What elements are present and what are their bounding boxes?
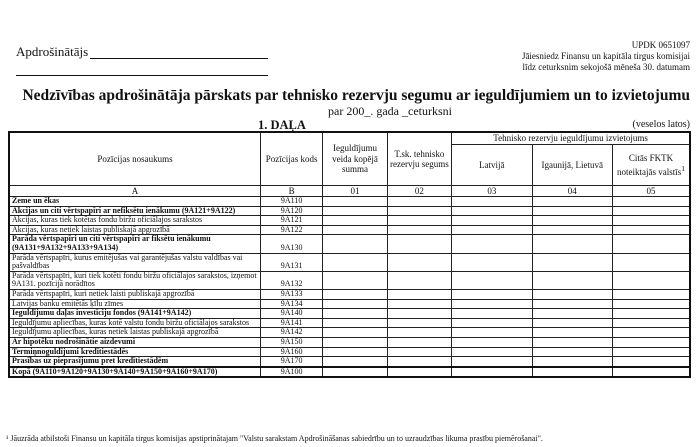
value-cell[interactable] — [387, 367, 451, 378]
page-subtitle: par 200_. gada _ceturksni — [328, 104, 452, 118]
form-code: UPDK 0651097 — [631, 40, 690, 50]
value-cell[interactable] — [387, 216, 451, 226]
value-cell[interactable] — [613, 357, 690, 367]
table-row — [9, 337, 690, 347]
row-code: 9A142 — [260, 328, 322, 338]
insurer-name-field-line2[interactable] — [16, 75, 268, 76]
row-code: 9A122 — [260, 225, 322, 235]
value-cell[interactable] — [387, 235, 451, 253]
row-name: Ar hipotēku nodrošinātie aizdevumi — [9, 337, 260, 347]
row-code: 9A100 — [260, 367, 322, 378]
value-cell[interactable] — [532, 206, 612, 216]
value-cell[interactable] — [452, 271, 532, 289]
table-row — [9, 235, 690, 253]
value-cell[interactable] — [452, 225, 532, 235]
table-row — [9, 271, 690, 289]
table-row — [9, 197, 690, 207]
value-cell[interactable] — [387, 225, 451, 235]
row-name: Akcijas un citi vērtspapīri ar nefiksētu ienākumu (9A121+9A122) — [9, 206, 260, 216]
row-code: 9A170 — [260, 357, 322, 367]
value-cell[interactable] — [532, 357, 612, 367]
column-letter: B — [260, 186, 322, 197]
table-row — [9, 357, 690, 367]
row-name: Prasības uz pieprasījumu pret kredītiestādēm — [9, 357, 260, 367]
col-header-placement: Tehnisko rezervju ieguldījumu izvietojums — [452, 132, 690, 145]
col-header-name: Pozīcijas nosaukums — [9, 132, 260, 186]
column-letter: A — [9, 186, 260, 197]
value-cell[interactable] — [613, 271, 690, 289]
value-cell[interactable] — [323, 271, 387, 289]
value-cell[interactable] — [613, 235, 690, 253]
value-cell[interactable] — [452, 235, 532, 253]
value-cell[interactable] — [323, 299, 387, 309]
table-row — [9, 253, 690, 271]
value-cell[interactable] — [323, 206, 387, 216]
row-code: 9A133 — [260, 289, 322, 299]
deadline: līdz ceturksnim sekojošā mēneša 30. datumam — [522, 62, 690, 72]
row-code: 9A160 — [260, 347, 322, 357]
value-cell[interactable] — [532, 318, 612, 328]
row-name: Parāda vērtspapīri, kuri netiek laisti publiskajā apgrozībā — [9, 289, 260, 299]
value-cell[interactable] — [613, 328, 690, 338]
units-note: (veselos latos) — [632, 119, 690, 130]
value-cell[interactable] — [452, 367, 532, 378]
value-cell[interactable] — [323, 216, 387, 226]
value-cell[interactable] — [613, 347, 690, 357]
value-cell[interactable] — [452, 253, 532, 271]
value-cell[interactable] — [452, 197, 532, 207]
table-row — [9, 216, 690, 226]
value-cell[interactable] — [387, 318, 451, 328]
value-cell[interactable] — [452, 206, 532, 216]
value-cell[interactable] — [323, 318, 387, 328]
row-name: Latvijas banku emitētās ķīlu zīmes — [9, 299, 260, 309]
insurer-label: Apdrošinātājs — [16, 44, 89, 59]
col-header-code: Pozīcijas kods — [260, 132, 322, 186]
value-cell[interactable] — [323, 197, 387, 207]
value-cell[interactable] — [387, 206, 451, 216]
value-cell[interactable] — [387, 271, 451, 289]
col-header-total: Ieguldījumu veida kopējā summa — [323, 132, 387, 186]
form-header-info — [522, 40, 690, 73]
table-row — [9, 328, 690, 338]
value-cell[interactable] — [387, 197, 451, 207]
value-cell[interactable] — [387, 337, 451, 347]
insurer-name-field[interactable] — [90, 58, 268, 59]
value-cell[interactable] — [323, 337, 387, 347]
col-header-baltics: Igaunijā, Lietuvā — [532, 145, 612, 186]
column-letter: 04 — [532, 186, 612, 197]
row-name: Ieguldījumu apliecības, kuras netiek laistas publiskajā apgrozībā — [9, 328, 260, 338]
value-cell[interactable] — [387, 289, 451, 299]
value-cell[interactable] — [323, 357, 387, 367]
col-header-other-label: Citās FKTK noteiktajās valstīs — [617, 153, 682, 177]
part-heading: 1. DAĻA — [258, 118, 306, 132]
value-cell[interactable] — [613, 197, 690, 207]
value-cell[interactable] — [323, 225, 387, 235]
value-cell[interactable] — [613, 225, 690, 235]
value-cell[interactable] — [323, 367, 387, 378]
row-code: 9A150 — [260, 337, 322, 347]
value-cell[interactable] — [452, 318, 532, 328]
value-cell[interactable] — [387, 357, 451, 367]
row-name: Akcijas, kuras tiek kotētas fondu biržu oficiālajos sarakstos — [9, 216, 260, 226]
row-code: 9A134 — [260, 299, 322, 309]
page-title: Nedzīvības apdrošinātāja pārskats par tehnisko rezervju segumu ar ieguldījumiem un to izvietojumu — [22, 87, 690, 104]
value-cell[interactable] — [532, 328, 612, 338]
row-name: Akcijas, kuras netiek laistas publiskajā apgrozībā — [9, 225, 260, 235]
value-cell[interactable] — [452, 328, 532, 338]
value-cell[interactable] — [613, 367, 690, 378]
value-cell[interactable] — [613, 318, 690, 328]
value-cell[interactable] — [613, 299, 690, 309]
value-cell[interactable] — [613, 289, 690, 299]
value-cell[interactable] — [323, 347, 387, 357]
value-cell[interactable] — [532, 225, 612, 235]
row-name: Parāda vērtspapīri, kurus emitējušas vai garantējušas valstu valdības vai pašvaldības — [9, 253, 260, 271]
row-name: Kopā (9A110+9A120+9A130+9A140+9A150+9A160+9A170) — [9, 367, 260, 378]
value-cell[interactable] — [323, 289, 387, 299]
value-cell[interactable] — [613, 253, 690, 271]
value-cell[interactable] — [387, 309, 451, 319]
value-cell[interactable] — [323, 328, 387, 338]
row-name: Ieguldījumu daļas investīciju fondos (9A141+9A142) — [9, 309, 260, 319]
value-cell[interactable] — [613, 206, 690, 216]
value-cell[interactable] — [323, 235, 387, 253]
row-code: 9A132 — [260, 271, 322, 289]
column-letter: 03 — [452, 186, 532, 197]
row-name: Termiņnoguldījumi kredītiestādēs — [9, 347, 260, 357]
report-table — [8, 131, 691, 378]
column-letter: 05 — [613, 186, 690, 197]
row-code: 9A131 — [260, 253, 322, 271]
value-cell[interactable] — [613, 337, 690, 347]
value-cell[interactable] — [532, 337, 612, 347]
value-cell[interactable] — [387, 328, 451, 338]
value-cell[interactable] — [452, 309, 532, 319]
column-letter: 02 — [387, 186, 451, 197]
table-row — [9, 289, 690, 299]
value-cell[interactable] — [452, 289, 532, 299]
value-cell[interactable] — [387, 347, 451, 357]
value-cell[interactable] — [452, 337, 532, 347]
value-cell[interactable] — [532, 216, 612, 226]
value-cell[interactable] — [452, 347, 532, 357]
submit-to: Jāiesniedz Finansu un kapitāla tirgus komisijai — [521, 51, 690, 61]
value-cell[interactable] — [613, 309, 690, 319]
value-cell[interactable] — [532, 347, 612, 357]
value-cell[interactable] — [323, 253, 387, 271]
value-cell[interactable] — [387, 299, 451, 309]
row-name: Parāda vērtspapīri un citi vērtspapīri ar fiksētu ienākumu (9A131+9A132+9A133+9A134) — [9, 235, 260, 253]
value-cell[interactable] — [452, 216, 532, 226]
column-letter: 01 — [323, 186, 387, 197]
row-code: 9A110 — [260, 197, 322, 207]
footnote-ref: 1 — [681, 163, 685, 173]
row-code: 9A120 — [260, 206, 322, 216]
table-row — [9, 309, 690, 319]
value-cell[interactable] — [323, 309, 387, 319]
value-cell[interactable] — [452, 357, 532, 367]
value-cell[interactable] — [532, 271, 612, 289]
col-header-other — [613, 145, 690, 186]
row-code: 9A121 — [260, 216, 322, 226]
value-cell[interactable] — [532, 367, 612, 378]
value-cell[interactable] — [532, 299, 612, 309]
col-header-latvia: Latvijā — [452, 145, 532, 186]
value-cell[interactable] — [452, 299, 532, 309]
row-name: Parāda vērtspapīri, kuri tiek kotēti fondu biržu oficiālajos sarakstos, izņemot 9A131. pozīcijā norādītos — [9, 271, 260, 289]
row-name: Ieguldījumu apliecības, kuras kotē valstu fondu biržu oficiālajos sarakstos — [9, 318, 260, 328]
table-row — [9, 367, 690, 378]
value-cell[interactable] — [532, 309, 612, 319]
row-name: Zeme un ēkas — [9, 197, 260, 207]
value-cell[interactable] — [387, 253, 451, 271]
value-cell[interactable] — [532, 235, 612, 253]
row-code: 9A130 — [260, 235, 322, 253]
value-cell[interactable] — [532, 253, 612, 271]
value-cell[interactable] — [613, 216, 690, 226]
col-header-covered: T.sk. tehnisko rezervju segums — [387, 132, 451, 186]
value-cell[interactable] — [532, 289, 612, 299]
row-code: 9A140 — [260, 309, 322, 319]
row-code: 9A141 — [260, 318, 322, 328]
footnote: ¹ Jāuzrāda atbilstoši Finansu un kapitāla tirgus komisijas apstiprinātajam "Valstu sarakstam Apdrošināšanas sabiedrību un to uzraudzības likuma prasību piemērošanai". — [6, 434, 543, 443]
value-cell[interactable] — [532, 197, 612, 207]
